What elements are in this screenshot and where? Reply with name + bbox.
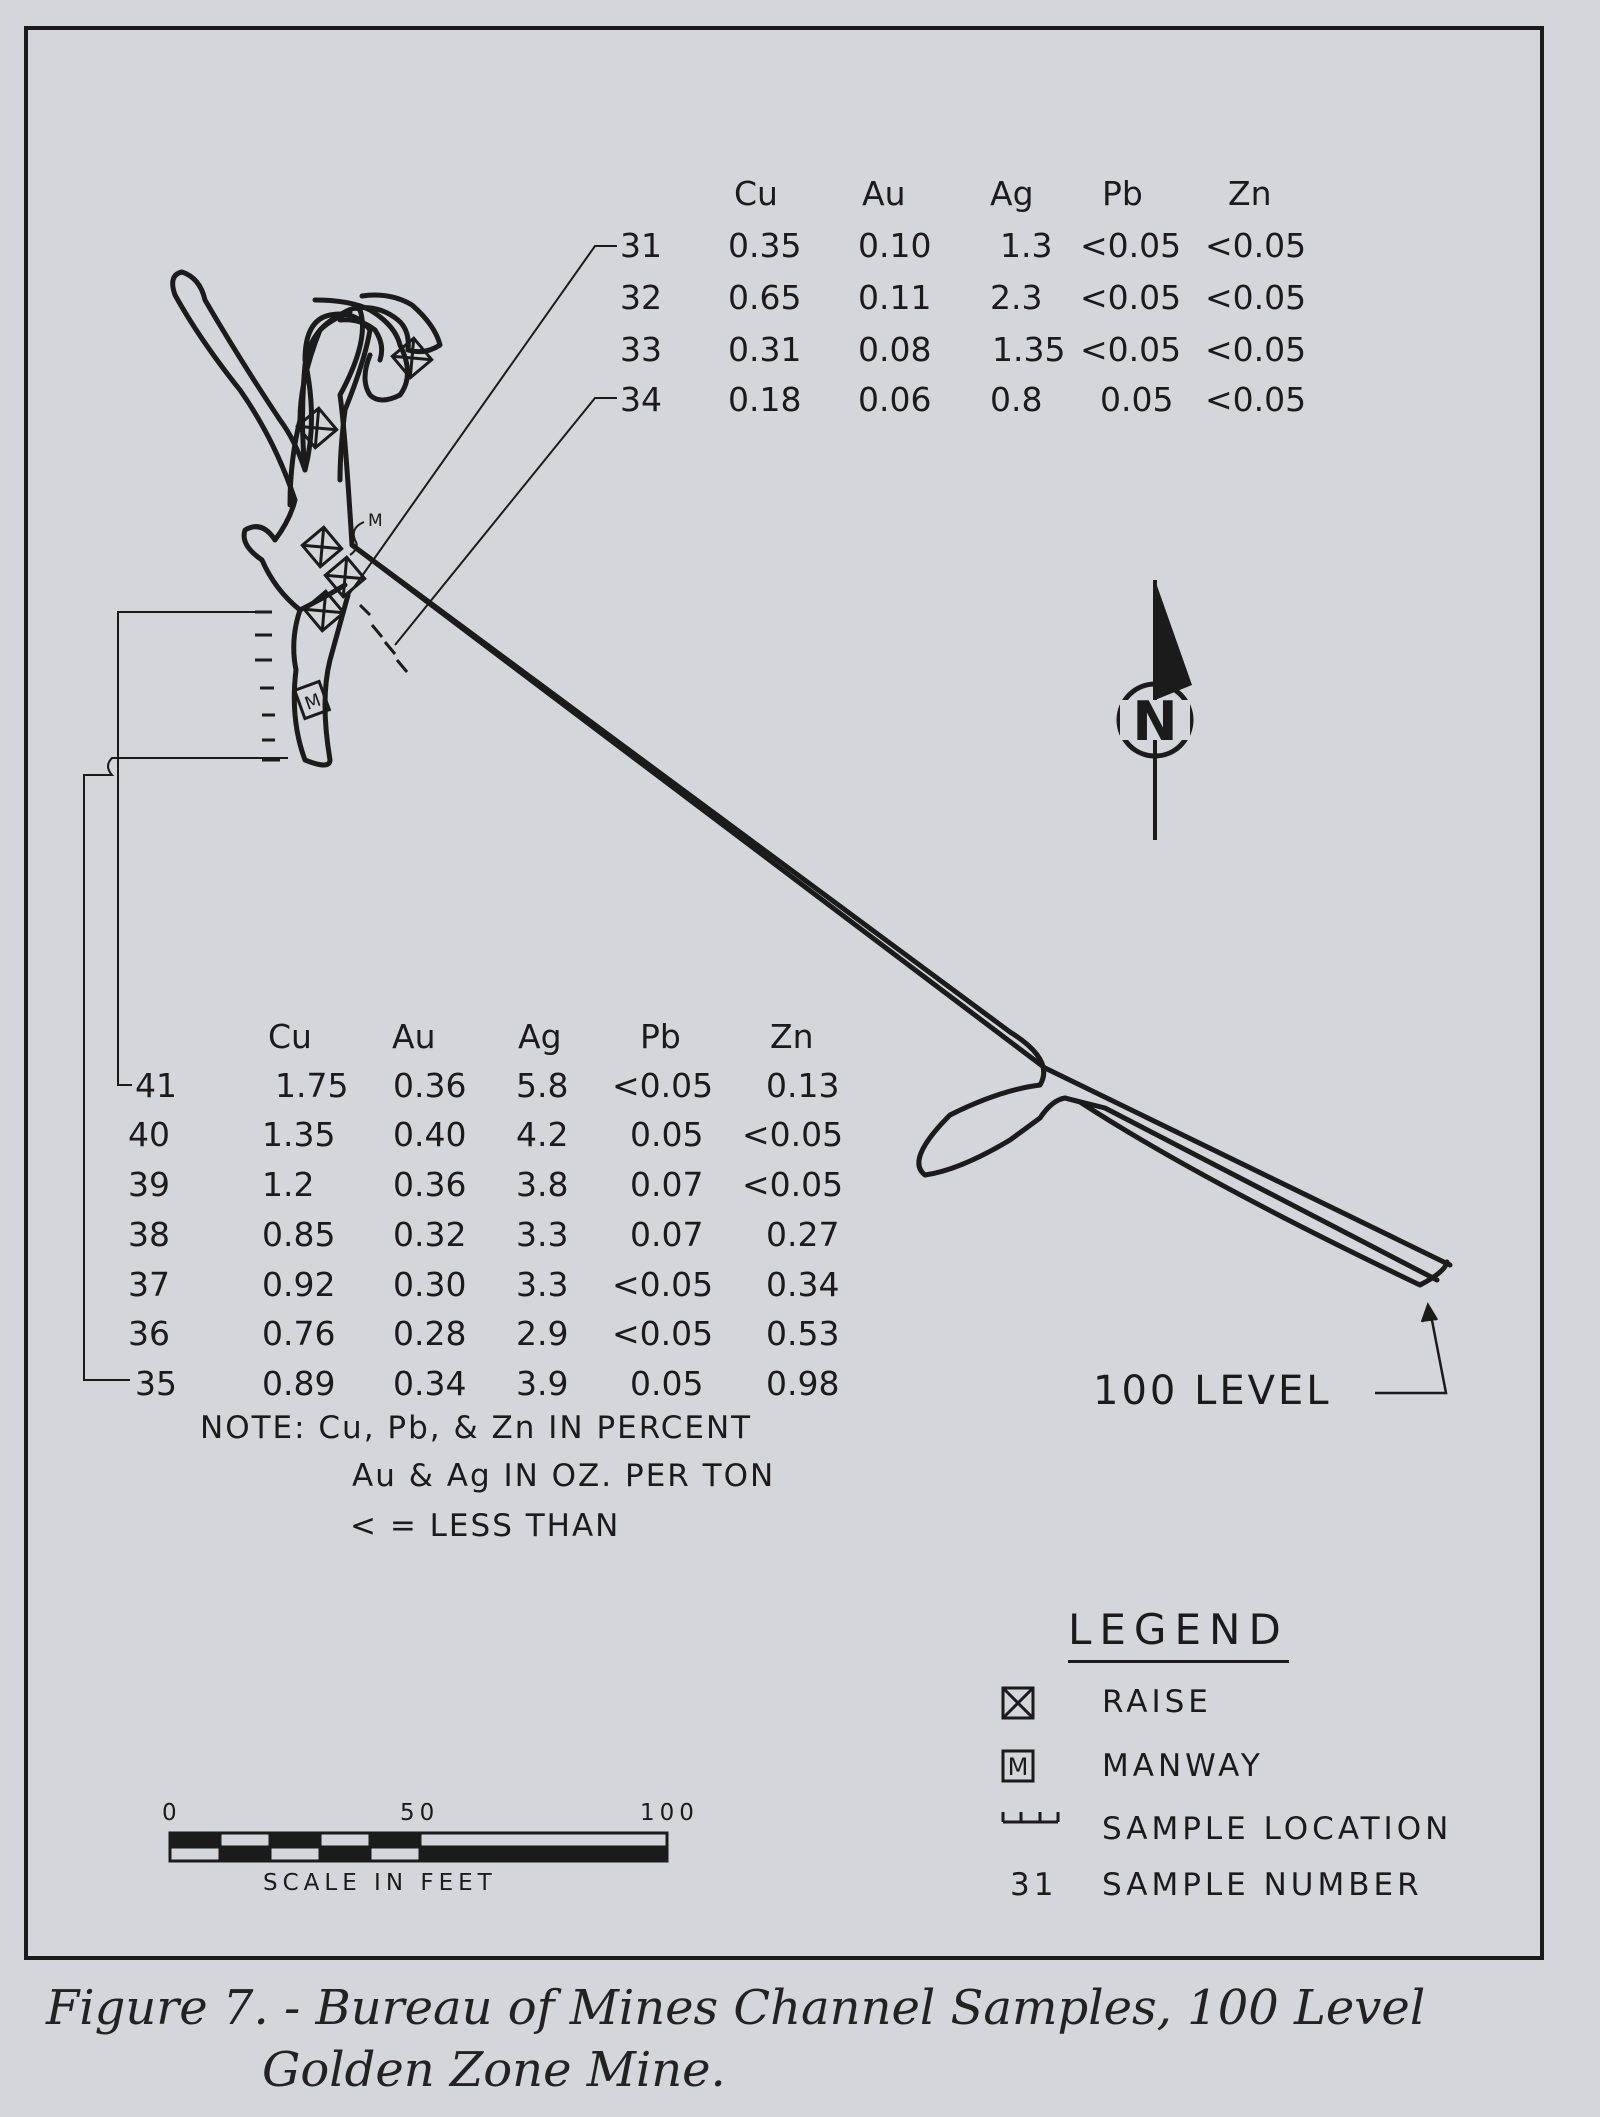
raise-icon (1003, 1688, 1033, 1718)
note-line-1: NOTE: Cu, Pb, & Zn IN PERCENT (200, 1410, 753, 1446)
upper-sample-number: 34 (620, 380, 662, 419)
lower-cell: 0.30 (393, 1265, 467, 1304)
upper-cell: 0.65 (728, 278, 802, 317)
lower-cell: 0.53 (766, 1314, 840, 1353)
lower-cell: <0.05 (612, 1265, 714, 1304)
upper-sample-number: 32 (620, 278, 662, 317)
upper-cell: <0.05 (1080, 278, 1182, 317)
legend-manway-letter: M (1007, 1753, 1029, 1781)
upper-cell: <0.05 (1205, 278, 1307, 317)
raise-icon (302, 527, 341, 566)
legend-label-raise: RAISE (1102, 1684, 1212, 1720)
lower-sample-number: 37 (128, 1265, 170, 1304)
lower-sample-number: 35 (135, 1364, 177, 1403)
lower-cell: 3.8 (516, 1165, 569, 1204)
lower-cell: 3.9 (516, 1364, 569, 1403)
upper-cell: <0.05 (1205, 330, 1307, 369)
upper-header-ag: Ag (990, 174, 1034, 213)
lower-cell: <0.05 (742, 1165, 844, 1204)
lower-cell: <0.05 (612, 1066, 714, 1105)
lower-cell: 0.40 (393, 1115, 467, 1154)
legend-title: LEGEND (1068, 1605, 1289, 1663)
upper-cell: 0.08 (858, 330, 932, 369)
lower-cell: 0.98 (766, 1364, 840, 1403)
upper-cell: 0.18 (728, 380, 802, 419)
lower-header-ag: Ag (518, 1017, 562, 1056)
lower-cell: 1.2 (262, 1165, 315, 1204)
lower-cell: 4.2 (516, 1115, 569, 1154)
lower-header-cu: Cu (268, 1017, 312, 1056)
lower-cell: 0.07 (630, 1215, 704, 1254)
legend-label-sample-number: SAMPLE NUMBER (1102, 1867, 1423, 1903)
level-arrow (1375, 1305, 1446, 1393)
north-letter: N (1132, 690, 1178, 753)
upper-header-pb: Pb (1102, 174, 1143, 213)
lower-cell: 0.32 (393, 1215, 467, 1254)
upper-cell: 1.35 (992, 330, 1066, 369)
upper-header-au: Au (862, 174, 906, 213)
lower-cell: 1.75 (275, 1066, 349, 1105)
manway-mark-text: M (301, 689, 324, 715)
sample-location-ticks (255, 605, 407, 760)
upper-sample-number: 31 (620, 226, 662, 265)
lower-cell: 0.89 (262, 1364, 336, 1403)
lower-cell: 0.34 (766, 1265, 840, 1304)
map-frame (26, 28, 1542, 1958)
upper-cell: <0.05 (1080, 226, 1182, 265)
lower-cell: 0.34 (393, 1364, 467, 1403)
scale-label: SCALE IN FEET (263, 1870, 497, 1896)
lower-cell: 2.9 (516, 1314, 569, 1353)
legend-label-sample-location: SAMPLE LOCATION (1102, 1811, 1453, 1847)
lower-cell: 0.27 (766, 1215, 840, 1254)
lower-sample-number: 38 (128, 1215, 170, 1254)
lower-cell: 0.36 (393, 1066, 467, 1105)
upper-cell: 0.05 (1100, 380, 1174, 419)
note-line-2: Au & Ag IN OZ. PER TON (352, 1458, 776, 1494)
upper-cell: 0.35 (728, 226, 802, 265)
upper-leaders (345, 246, 617, 645)
upper-cell: 0.11 (858, 278, 932, 317)
upper-cell: 0.10 (858, 226, 932, 265)
upper-cell: 0.31 (728, 330, 802, 369)
lower-cell: 0.05 (630, 1115, 704, 1154)
note-line-3: < = LESS THAN (350, 1508, 621, 1544)
lower-sample-number: 41 (135, 1066, 177, 1105)
legend-label-manway: MANWAY (1102, 1748, 1264, 1784)
lower-cell: <0.05 (612, 1314, 714, 1353)
lower-cell: 0.92 (262, 1265, 336, 1304)
lower-cell: 0.76 (262, 1314, 336, 1353)
upper-cell: 0.8 (990, 380, 1043, 419)
upper-cell: <0.05 (1080, 330, 1182, 369)
upper-header-cu: Cu (734, 174, 778, 213)
figure-caption-line-1: Figure 7. - Bureau of Mines Channel Samples, 100 Level (46, 1980, 1426, 2036)
upper-cell: 2.3 (990, 278, 1043, 317)
upper-cell: <0.05 (1205, 226, 1307, 265)
upper-cell: <0.05 (1205, 380, 1307, 419)
lower-cell: 0.85 (262, 1215, 336, 1254)
lower-cell: 3.3 (516, 1215, 569, 1254)
lower-cell: 0.05 (630, 1364, 704, 1403)
level-label: 100 LEVEL (1093, 1368, 1332, 1414)
lower-cell: 0.07 (630, 1165, 704, 1204)
lower-sample-number: 39 (128, 1165, 170, 1204)
lower-cell: <0.05 (742, 1115, 844, 1154)
upper-cell: 0.06 (858, 380, 932, 419)
lower-cell: 1.35 (262, 1115, 336, 1154)
figure-caption-line-2: Golden Zone Mine. (262, 2042, 726, 2098)
lower-header-zn: Zn (770, 1017, 814, 1056)
lower-cell: 0.36 (393, 1165, 467, 1204)
lower-cell: 0.28 (393, 1314, 467, 1353)
legend-symbol-sample-number: 31 (1010, 1867, 1058, 1903)
north-arrow (1119, 580, 1192, 840)
lower-bracket (84, 612, 288, 1380)
upper-cell: 1.3 (1000, 226, 1053, 265)
upper-sample-number: 33 (620, 330, 662, 369)
scale-tick-50: 50 (400, 1800, 440, 1826)
lower-cell: 5.8 (516, 1066, 569, 1105)
scale-bar (170, 1833, 667, 1861)
lower-header-pb: Pb (640, 1017, 681, 1056)
sample-location-icon (1003, 1812, 1058, 1822)
scale-tick-0: 0 (162, 1800, 182, 1826)
lower-cell: 0.13 (766, 1066, 840, 1105)
lower-header-au: Au (392, 1017, 436, 1056)
manway-callout: M (368, 511, 383, 531)
lower-cell: 3.3 (516, 1265, 569, 1304)
lower-sample-number: 36 (128, 1314, 170, 1353)
lower-sample-number: 40 (128, 1115, 170, 1154)
upper-header-zn: Zn (1228, 174, 1272, 213)
scale-tick-100: 100 (640, 1800, 699, 1826)
